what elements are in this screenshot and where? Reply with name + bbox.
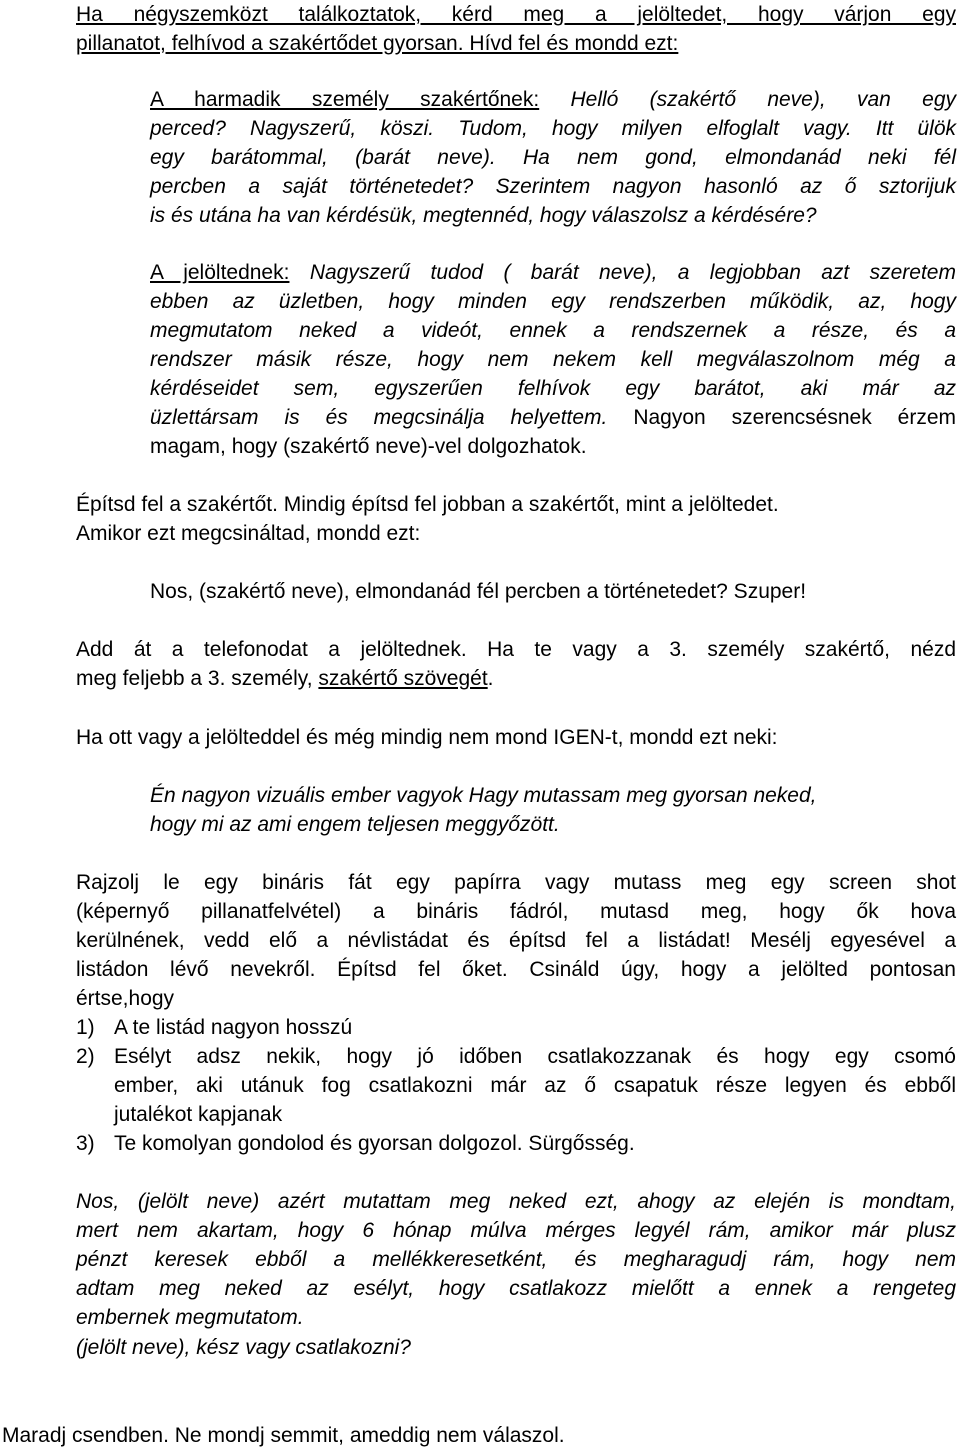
closing-line-1: Nos, (jelölt neve) azért mutattam meg neked ezt, ahogy az elején is mondtam,: [76, 1190, 956, 1213]
expert-text-link[interactable]: szakértő szövegét: [318, 667, 488, 690]
build-expert-paragraph: [76, 490, 956, 548]
visual-line-2: hogy mi az ami engem teljesen meggyőzött.: [150, 813, 560, 836]
pass-call-line-2b: .: [487, 667, 494, 690]
third-person-script: [150, 85, 956, 230]
list-item-text: Esélyt adsz nekik, hogy jó időben csatlakozzanak és hogy egy csomó: [114, 1045, 956, 1068]
list-item-continuation: [76, 1100, 956, 1129]
pass-call-line-1: Add át a telefonodat a jelöltednek. Ha te vagy a 3. személy szakértő, nézd: [76, 638, 956, 661]
list-item-text: jutalékot kapjanak: [114, 1103, 283, 1126]
binary-tree-paragraph: [76, 868, 956, 1013]
build-expert-line-1: Építsd fel a szakértőt. Mindig építsd fel jobban a szakértőt, mint a jelöltedet.: [76, 493, 779, 516]
binary-line-5: értse,hogy: [76, 987, 175, 1010]
list-item-text: Te komolyan gondolod és gyorsan dolgozol. Sürgősség.: [114, 1132, 635, 1155]
if-no-paragraph: [76, 723, 956, 752]
to-candidate-line-3: megmutatom neked a videót, ennek a rendszernek a része, és a: [150, 319, 956, 342]
binary-line-4: listádon lévő nevekről. Építsd fel őket. Csináld úgy, hogy a jelölted pontosan: [76, 958, 956, 981]
third-person-line-1: [150, 85, 956, 114]
intro-line-2: [76, 29, 956, 58]
list-item-text: ember, aki utánuk fog csatlakozni már az ő csapatuk része legyen és ebből: [114, 1074, 956, 1097]
third-person-line-1-rest: Helló (szakértő neve), van egy: [539, 88, 957, 111]
third-person-line-4: percben a saját történetedet? Szerintem nagyon hasonló az ő sztorijuk: [150, 175, 956, 198]
if-no-line: Ha ott vagy a jelölteddel és még mindig nem mond IGEN-t, mondd ezt neki:: [76, 726, 778, 749]
numbered-list: [76, 1013, 956, 1158]
third-person-label: A harmadik személy szakértőnek:: [150, 88, 540, 111]
ready-paragraph: [76, 1333, 956, 1362]
to-candidate-script: [150, 258, 956, 461]
list-item-number: 1): [76, 1016, 95, 1039]
binary-line-2: (képernyő pillanatfelvétel) a bináris fádról, mutasd meg, hogy ők hova: [76, 900, 956, 923]
to-candidate-line-7: magam, hogy (szakértő neve)-vel dolgozhatok.: [150, 435, 587, 458]
closing-line-3: pénzt keresek ebből a mellékkeresetként, és megharagudj rám, hogy nem: [76, 1248, 956, 1271]
to-candidate-line-2: ebben az üzletben, hogy minden egy rendszerben működik, az, hogy: [150, 290, 956, 313]
visual-script: [150, 781, 956, 839]
closing-script: [76, 1187, 956, 1332]
to-candidate-line-6a: üzlettársam is és megcsinálja helyettem.: [150, 406, 634, 429]
list-item-number: 3): [76, 1132, 95, 1155]
build-expert-line-2: Amikor ezt megcsináltad, mondd ezt:: [76, 522, 421, 545]
to-candidate-line-1-rest: Nagyszerű tudod ( barát neve), a legjobban azt szeretem: [289, 261, 956, 284]
to-candidate-label: A jelöltednek:: [150, 261, 290, 284]
pass-call-line-2a: meg feljebb a 3. személy,: [76, 667, 319, 690]
to-candidate-line-6: [150, 403, 956, 432]
nos-paragraph: [150, 577, 956, 606]
pass-call-paragraph: [76, 635, 956, 693]
list-item-number: 2): [76, 1045, 95, 1068]
third-person-line-3: egy barátommal, (barát neve). Ha nem gond, elmondanád neki fél: [150, 146, 956, 169]
binary-line-1: Rajzolj le egy bináris fát egy papírra vagy mutass meg egy screen shot: [76, 871, 956, 894]
binary-line-3: kerülnének, vedd elő a névlistádat és építsd fel a listádat! Mesélj egyesével a: [76, 929, 956, 952]
intro-paragraph: [76, 0, 956, 58]
intro-line-1: Ha négyszemközt találkoztatok, kérd meg a jelöltedet, hogy várjon egy: [76, 3, 956, 26]
intro-line-2-text: pillanatot, felhívod a szakértődet gyorsan. Hívd fel és mondd ezt:: [76, 32, 679, 55]
pass-call-line-2: [76, 664, 956, 693]
to-candidate-line-1: [150, 258, 956, 287]
third-person-line-5: is és utána ha van kérdésük, megtennéd, hogy válaszolsz a kérdésére?: [150, 204, 817, 227]
visual-line-1: Én nagyon vizuális ember vagyok Hagy mutassam meg gyorsan neked,: [150, 784, 817, 807]
ready-line: (jelölt neve), kész vagy csatlakozni?: [76, 1336, 411, 1359]
list-item: [76, 1013, 956, 1042]
list-item-continuation: [76, 1071, 956, 1100]
to-candidate-line-6b: Nagyon szerencsésnek érzem: [633, 406, 956, 429]
list-item-text: A te listád nagyon hosszú: [114, 1016, 353, 1039]
list-item: [76, 1042, 956, 1071]
closing-line-4: adtam meg neked az esélyt, hogy csatlakozz mielőtt a ennek a rengeteg: [76, 1277, 956, 1300]
third-person-line-2: perced? Nagyszerű, köszi. Tudom, hogy milyen elfoglalt vagy. Itt ülök: [150, 117, 956, 140]
nos-line: Nos, (szakértő neve), elmondanád fél percben a történetedet? Szuper!: [150, 580, 807, 603]
closing-line-2: mert nem akartam, hogy 6 hónap múlva mérges legyél rám, amikor már plusz: [76, 1219, 956, 1242]
list-item: [76, 1129, 956, 1158]
silence-line: Maradj csendben. Ne mondj semmit, ameddig nem válaszol.: [2, 1424, 565, 1447]
to-candidate-line-4: rendszer másik része, hogy nem nekem kell megválaszolnom még a: [150, 348, 956, 371]
to-candidate-line-5: kérdéseidet sem, egyszerűen felhívok egy barátot, aki már az: [150, 377, 956, 400]
silence-paragraph: [2, 1421, 952, 1450]
closing-line-5: embernek megmutatom.: [76, 1306, 304, 1329]
